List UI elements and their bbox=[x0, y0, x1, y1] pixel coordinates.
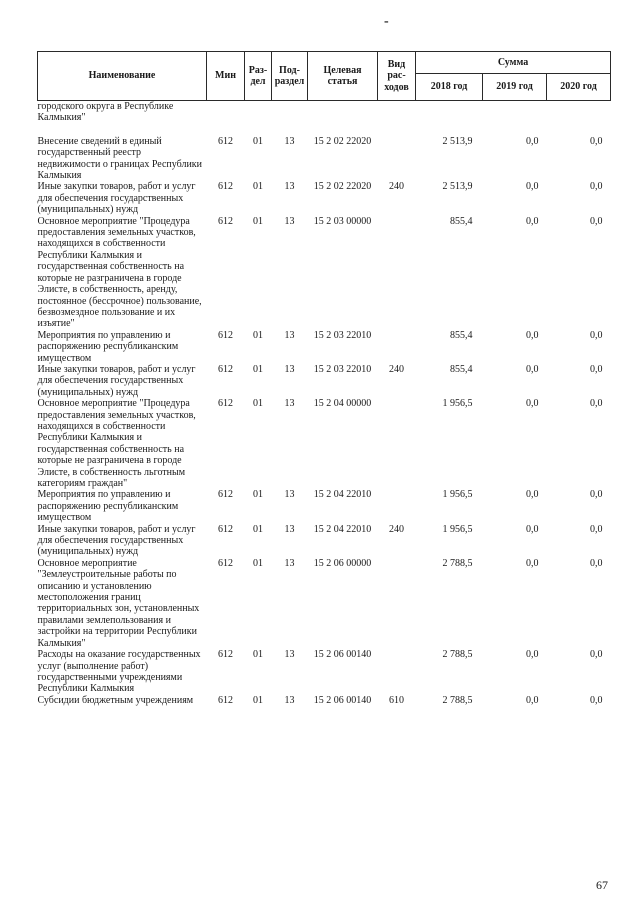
row-podrazdel: 13 bbox=[284, 329, 295, 341]
header-razdel: Раз- дел bbox=[245, 52, 272, 101]
row-podrazdel: 13 bbox=[284, 694, 295, 706]
top-mark: - bbox=[384, 14, 389, 29]
row-target-article: 15 2 04 00000 bbox=[313, 398, 372, 410]
row-sum-2018: 1 956,5 bbox=[442, 489, 473, 501]
row-sum-2019: 0,0 bbox=[526, 215, 539, 227]
row-expense-type bbox=[378, 216, 416, 330]
row-sum-2019: 0,0 bbox=[526, 135, 539, 147]
row-sum-2020: 0,0 bbox=[590, 215, 603, 227]
row-target-article: 15 2 04 22010 bbox=[313, 489, 372, 501]
row-min: 612 bbox=[218, 557, 233, 569]
row-name: Иные закупки товаров, работ и услуг для обеспечения государственных (муниципальных) нужд bbox=[37, 363, 196, 398]
row-sum-2018: 1 956,5 bbox=[442, 523, 473, 535]
row-min: 612 bbox=[218, 649, 233, 661]
row-podrazdel: 13 bbox=[284, 523, 295, 535]
row-sum-2020: 0,0 bbox=[590, 489, 603, 501]
table-row bbox=[38, 558, 611, 649]
row-sum-2020: 0,0 bbox=[590, 398, 603, 410]
row-min: 612 bbox=[218, 329, 233, 341]
header-2020: 2020 год bbox=[547, 74, 611, 101]
row-sum-2020: 0,0 bbox=[590, 649, 603, 661]
table-row bbox=[38, 181, 611, 215]
row-sum-2019: 0,0 bbox=[526, 523, 539, 535]
row-razdel: 01 bbox=[253, 489, 263, 501]
row-target-article: 15 2 06 00140 bbox=[313, 649, 372, 661]
row-razdel: 01 bbox=[253, 557, 263, 569]
page-number: 67 bbox=[596, 878, 608, 892]
row-target-article: 15 2 03 00000 bbox=[313, 215, 372, 227]
row-sum-2018: 855,4 bbox=[450, 329, 473, 341]
row-sum-2020: 0,0 bbox=[590, 694, 603, 706]
header-expense-type: Вид рас- ходов bbox=[378, 52, 416, 101]
row-sum-2018: 2 788,5 bbox=[442, 694, 473, 706]
row-name: Мероприятия по управлению и распоряжению республиканским имуществом bbox=[37, 489, 179, 524]
row-podrazdel: 13 bbox=[284, 398, 295, 410]
row-target-article: 15 2 06 00000 bbox=[313, 557, 372, 569]
row-target-article: 15 2 03 22010 bbox=[313, 329, 372, 341]
header-name: Наименование bbox=[38, 52, 207, 101]
row-target-article: 15 2 04 22010 bbox=[313, 523, 372, 535]
row-min: 612 bbox=[218, 523, 233, 535]
row-razdel: 01 bbox=[253, 215, 263, 227]
row-sum-2019: 0,0 bbox=[526, 363, 539, 375]
row-podrazdel: 13 bbox=[284, 363, 295, 375]
row-expense-type bbox=[378, 558, 416, 649]
row-expense-type: 240 bbox=[389, 523, 404, 535]
row-razdel: 01 bbox=[253, 694, 263, 706]
row-min: 612 bbox=[218, 215, 233, 227]
row-sum-2018: 2 788,5 bbox=[442, 557, 473, 569]
row-razdel: 01 bbox=[253, 398, 263, 410]
row-podrazdel: 13 bbox=[284, 489, 295, 501]
row-name: Иные закупки товаров, работ и услуг для обеспечения государственных (муниципальных) нужд bbox=[37, 523, 196, 558]
row-expense-type: 240 bbox=[389, 363, 404, 375]
row-min: 612 bbox=[218, 489, 233, 501]
row-sum-2018: 2 513,9 bbox=[442, 181, 473, 193]
row-podrazdel: 13 bbox=[284, 135, 295, 147]
header-min: Мин bbox=[207, 52, 245, 101]
table-row bbox=[38, 649, 611, 695]
row-target-article: 15 2 06 00140 bbox=[313, 694, 372, 706]
row-razdel: 01 bbox=[253, 363, 263, 375]
row-name: Внесение сведений в единый государственный реестр недвижимости о границах Республики Калмыкия bbox=[37, 135, 203, 182]
row-name: Расходы на оказание государственных услуг (выполнение работ) государственными учреждениями Республики Калмыкия bbox=[37, 649, 201, 695]
row-min: 612 bbox=[218, 398, 233, 410]
continuation-text: городского округа в Республике Калмыкия" bbox=[37, 101, 174, 124]
row-name: Основное мероприятие "Процедура предоставления земельных участков, находящихся в собственности Республики Калмыкия и государственная собственность на которые не разграничена в городе Элисте, в собственность, аренду, постоянное (бессрочное) пользование, безвозмездное пользование и их изъятие" bbox=[37, 215, 202, 330]
row-sum-2019: 0,0 bbox=[526, 557, 539, 569]
table-row bbox=[38, 124, 611, 182]
row-expense-type bbox=[378, 649, 416, 695]
row-sum-2018: 855,4 bbox=[450, 363, 473, 375]
row-sum-2020: 0,0 bbox=[590, 523, 603, 535]
table-row bbox=[38, 695, 611, 706]
table-row bbox=[38, 330, 611, 364]
row-sum-2020: 0,0 bbox=[590, 181, 603, 193]
row-target-article: 15 2 03 22010 bbox=[313, 363, 372, 375]
row-sum-2020: 0,0 bbox=[590, 329, 603, 341]
row-sum-2019: 0,0 bbox=[526, 181, 539, 193]
header-target-article: Целевая статья bbox=[308, 52, 378, 101]
row-sum-2019: 0,0 bbox=[526, 398, 539, 410]
header-2018: 2018 год bbox=[416, 74, 483, 101]
row-min: 612 bbox=[218, 694, 233, 706]
row-expense-type: 240 bbox=[389, 181, 404, 193]
row-name: Основное мероприятие "Землеустроительные работы по описанию и установлению местоположения границ территориальных зон, установленных правилами землепользования и застройки на территории Республики Калмыкия" bbox=[37, 557, 200, 649]
row-sum-2018: 2 513,9 bbox=[442, 135, 473, 147]
continuation-row bbox=[38, 101, 611, 124]
row-podrazdel: 13 bbox=[284, 557, 295, 569]
table-row bbox=[38, 364, 611, 398]
row-sum-2018: 855,4 bbox=[450, 215, 473, 227]
row-expense-type bbox=[378, 124, 416, 182]
row-razdel: 01 bbox=[253, 181, 263, 193]
row-sum-2019: 0,0 bbox=[526, 649, 539, 661]
row-expense-type bbox=[378, 489, 416, 523]
row-sum-2018: 2 788,5 bbox=[442, 649, 473, 661]
row-target-article: 15 2 02 22020 bbox=[313, 181, 372, 193]
row-razdel: 01 bbox=[253, 649, 263, 661]
row-sum-2019: 0,0 bbox=[526, 489, 539, 501]
header-2019: 2019 год bbox=[483, 74, 547, 101]
table-row bbox=[38, 398, 611, 489]
row-sum-2019: 0,0 bbox=[526, 329, 539, 341]
row-razdel: 01 bbox=[253, 135, 263, 147]
row-sum-2020: 0,0 bbox=[590, 557, 603, 569]
table-body bbox=[38, 101, 611, 707]
table-row bbox=[38, 216, 611, 330]
table-row bbox=[38, 524, 611, 558]
row-name: Основное мероприятие "Процедура предоставления земельных участков, находящихся в собственности Республики Калмыкия и государственная собственность на которые не разграничена в городе Элисте, в собственность льготным категориям граждан" bbox=[37, 398, 196, 489]
row-sum-2020: 0,0 bbox=[590, 135, 603, 147]
budget-table bbox=[37, 51, 611, 706]
row-expense-type bbox=[378, 330, 416, 364]
row-razdel: 01 bbox=[253, 329, 263, 341]
row-min: 612 bbox=[218, 363, 233, 375]
row-sum-2018: 1 956,5 bbox=[442, 398, 473, 410]
row-expense-type: 610 bbox=[389, 694, 404, 706]
row-razdel: 01 bbox=[253, 523, 263, 535]
header-podrazdel: Под- раздел bbox=[272, 52, 308, 101]
row-min: 612 bbox=[218, 181, 233, 193]
table-row bbox=[38, 489, 611, 523]
table-header bbox=[38, 52, 611, 101]
row-name: Мероприятия по управлению и распоряжению республиканским имуществом bbox=[37, 329, 179, 364]
header-sum: Сумма bbox=[416, 52, 611, 74]
row-name: Субсидии бюджетным учреждениям bbox=[37, 694, 194, 706]
row-sum-2020: 0,0 bbox=[590, 363, 603, 375]
row-podrazdel: 13 bbox=[284, 215, 295, 227]
row-min: 612 bbox=[218, 135, 233, 147]
row-expense-type bbox=[378, 398, 416, 489]
row-name: Иные закупки товаров, работ и услуг для обеспечения государственных (муниципальных) нужд bbox=[37, 181, 196, 216]
row-sum-2019: 0,0 bbox=[526, 694, 539, 706]
row-podrazdel: 13 bbox=[284, 649, 295, 661]
row-target-article: 15 2 02 22020 bbox=[313, 135, 372, 147]
row-podrazdel: 13 bbox=[284, 181, 295, 193]
